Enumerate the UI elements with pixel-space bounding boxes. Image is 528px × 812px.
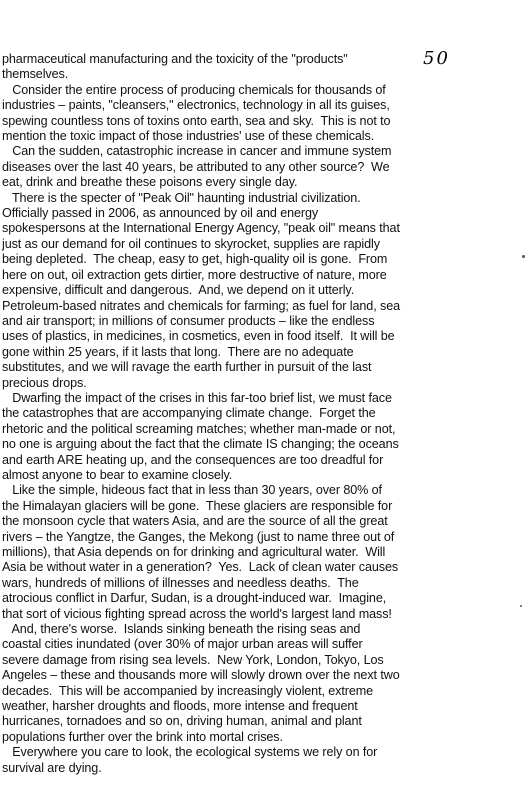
text-line: being depleted. The cheap, easy to get, high-quality oil is gone. From — [2, 252, 388, 267]
text-line: Asia be without water in a generation? Yes. Lack of clean water causes — [2, 560, 399, 575]
text-line: Can the sudden, catastrophic increase in cancer and immune system — [2, 144, 392, 159]
text-line: almost anyone to bear to examine closely. — [2, 467, 233, 482]
text-line: Everywhere you care to look, the ecological systems we rely on for — [2, 745, 378, 760]
text-line: decades. This will be accompanied by increasingly violent, extreme — [2, 683, 374, 698]
body-text — [0, 52, 518, 776]
text-line: spewing countless tons of toxins onto earth, sea and sky. This is not to — [2, 113, 391, 128]
text-line: here on out, oil extraction gets dirtier, more destructive of nature, more — [2, 267, 387, 282]
text-line: and earth ARE heating up, and the consequences are too dreadful for — [2, 452, 384, 467]
text-line: rivers – the Yangtze, the Ganges, the Mekong (just to name three out of — [2, 529, 395, 544]
text-line: mention the toxic impact of those industries' use of these chemicals. — [2, 129, 375, 144]
text-line: just as our demand for oil continues to skyrocket, supplies are rapidly — [2, 236, 380, 251]
text-line: that sort of vicious fighting spread across the world's largest land mass! — [2, 606, 392, 621]
text-line: eat, drink and breathe these poisons every single day. — [2, 175, 298, 190]
text-line: coastal cities inundated (over 30% of major urban areas will suffer — [2, 637, 363, 652]
text-line: millions), that Asia depends on for drinking and agricultural water. Will — [2, 545, 386, 559]
text-line: industries – paints, "cleansers," electronics, technology in all its guises, — [2, 98, 390, 113]
text-line: expensive, difficult and dangerous. And, we depend on it utterly. — [2, 283, 355, 298]
text-line: survival are dying. — [2, 760, 102, 775]
text-line: substitutes, and we will ravage the earth further in pursuit of the last — [2, 360, 372, 375]
text-line: And, there's worse. Islands sinking beneath the rising seas and — [2, 622, 361, 637]
scan-speck — [520, 605, 522, 607]
text-line: There is the specter of "Peak Oil" haunting industrial civilization. — [2, 190, 361, 205]
text-line: the monsoon cycle that waters Asia, and are the source of all the great — [2, 514, 388, 529]
text-line: weather, harsher droughts and floods, more intense and frequent — [2, 699, 358, 714]
text-line: the Himalayan glaciers will be gone. These glaciers are responsible for — [2, 498, 393, 513]
text-line: diseases over the last 40 years, be attributed to any other source? We — [2, 159, 390, 174]
text-line: and air transport; in millions of consumer products – like the endless — [2, 313, 375, 328]
text-line: gone within 25 years, if it lasts that long. There are no adequate — [2, 344, 354, 359]
text-line: no one is arguing about the fact that the climate IS changing; the oceans — [2, 437, 399, 452]
text-line: pharmaceutical manufacturing and the toxicity of the "products" — [2, 52, 348, 66]
text-line: the catastrophes that are accompanying climate change. Forget the — [2, 406, 376, 421]
text-line: Officially passed in 2006, as announced by oil and energy — [2, 206, 319, 221]
text-line: severe damage from rising sea levels. New York, London, Tokyo, Los — [2, 652, 384, 667]
text-line: spokespersons at the International Energy Agency, "peak oil" means that — [2, 221, 400, 236]
text-line: Petroleum-based nitrates and chemicals for farming; as fuel for land, sea — [2, 298, 401, 313]
text-line: uses of plastics, in medicines, in cosmetics, even in food itself. It will be — [2, 329, 395, 344]
text-line: precious drops. — [2, 375, 87, 390]
text-line: Angeles – these and thousands more will slowly drown over the next two — [2, 668, 400, 683]
text-line: rhetoric and the political screaming matches; whether man-made or not, — [2, 421, 396, 436]
text-line: themselves. — [2, 67, 69, 82]
text-line: Like the simple, hideous fact that in less than 30 years, over 80% of — [2, 483, 382, 498]
scan-speck — [522, 255, 525, 258]
text-line: populations further over the brink into mortal crises. — [2, 729, 283, 744]
text-line: atrocious conflict in Darfur, Sudan, is a drought-induced war. Imagine, — [2, 591, 387, 606]
page-number: 50 — [423, 48, 450, 69]
text-line: Dwarfing the impact of the crises in this far-too brief list, we must face — [2, 390, 392, 405]
text-line: wars, hundreds of millions of illnesses and needless deaths. The — [2, 575, 359, 590]
text-line: Consider the entire process of producing chemicals for thousands of — [2, 82, 386, 97]
text-line: hurricanes, tornadoes and so on, driving human, animal and plant — [2, 714, 362, 729]
